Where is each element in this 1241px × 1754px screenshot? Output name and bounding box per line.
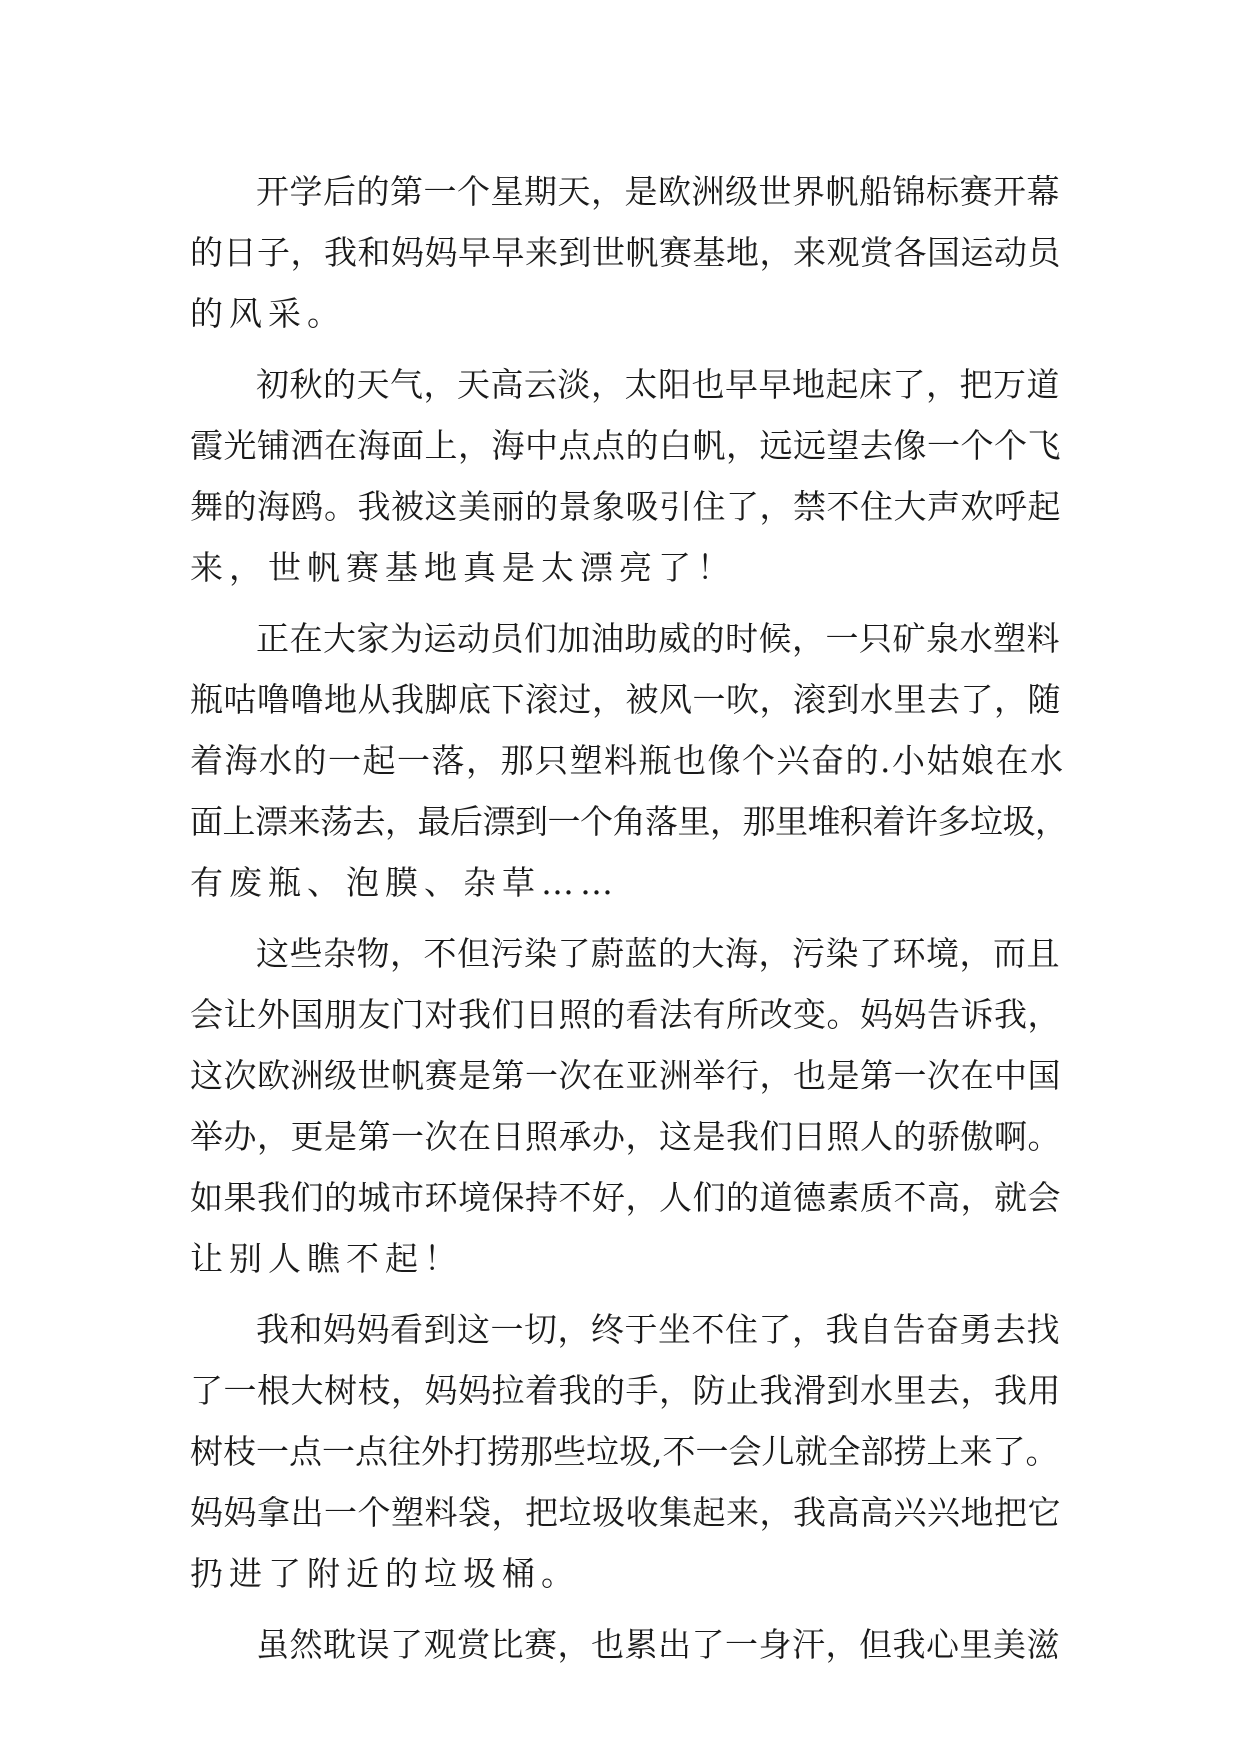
paragraph	[190, 161, 1070, 344]
paragraph-line: 有废瓶、泡膜、杂草……	[190, 863, 619, 902]
paragraph-line: 扔进了附近的垃圾桶。	[190, 1554, 580, 1593]
article-body	[190, 161, 1070, 1675]
paragraph-line: 的日子，我和妈妈早早来到世帆赛基地，来观赏各国运动员	[190, 233, 1061, 272]
paragraph-line: 让别人瞧不起！	[190, 1239, 463, 1278]
paragraph	[190, 354, 1070, 598]
paragraph	[190, 1299, 1070, 1604]
paragraph	[190, 608, 1070, 913]
paragraph-line: 正在大家为运动员们加油助威的时候，一只矿泉水塑料	[256, 619, 1060, 658]
paragraph-line: 初秋的天气，天高云淡，太阳也早早地起床了，把万道	[256, 365, 1060, 404]
paragraph-line: 会让外国朋友门对我们日照的看法有所改变。妈妈告诉我，	[190, 995, 1061, 1034]
paragraph-line: 面上漂来荡去，最后漂到一个角落里，那里堆积着许多垃圾，	[190, 802, 1068, 841]
paragraph-line: 举办，更是第一次在日照承办，这是我们日照人的骄傲啊。	[190, 1117, 1061, 1156]
paragraph-line: 霞光铺洒在海面上，海中点点的白帆，远远望去像一个个飞	[190, 426, 1061, 465]
paragraph-line: 的风采。	[190, 294, 346, 333]
paragraph-line: 妈妈拿出一个塑料袋，把垃圾收集起来，我高高兴兴地把它	[190, 1493, 1061, 1532]
paragraph-line: 这次欧洲级世帆赛是第一次在亚洲举行，也是第一次在中国	[190, 1056, 1061, 1095]
paragraph-line: 瓶咕噜噜地从我脚底下滚过，被风一吹，滚到水里去了，随	[190, 680, 1061, 719]
paragraph-line: 我和妈妈看到这一切，终于坐不住了，我自告奋勇去找	[256, 1310, 1060, 1349]
paragraph	[190, 1614, 1070, 1675]
paragraph-line: 这些杂物，不但污染了蔚蓝的大海，污染了环境，而且	[256, 934, 1060, 973]
paragraph-line: 如果我们的城市环境保持不好，人们的道德素质不高，就会	[190, 1178, 1061, 1217]
paragraph-line: 开学后的第一个星期天，是欧洲级世界帆船锦标赛开幕	[256, 172, 1060, 211]
paragraph-line: 树枝一点一点往外打捞那些垃圾,不一会儿就全部捞上来了。	[190, 1432, 1059, 1471]
paragraph-line: 来，世帆赛基地真是太漂亮了！	[190, 548, 736, 587]
paragraph-line: 了一根大树枝，妈妈拉着我的手，防止我滑到水里去，我用	[190, 1371, 1061, 1410]
paragraph-line: 着海水的一起一落，那只塑料瓶也像个兴奋的.小姑娘在水	[190, 741, 1065, 780]
paragraph-line: 虽然耽误了观赏比赛，也累出了一身汗，但我心里美滋	[256, 1625, 1060, 1664]
paragraph-line: 舞的海鸥。我被这美丽的景象吸引住了，禁不住大声欢呼起	[190, 487, 1061, 526]
paragraph	[190, 923, 1070, 1289]
